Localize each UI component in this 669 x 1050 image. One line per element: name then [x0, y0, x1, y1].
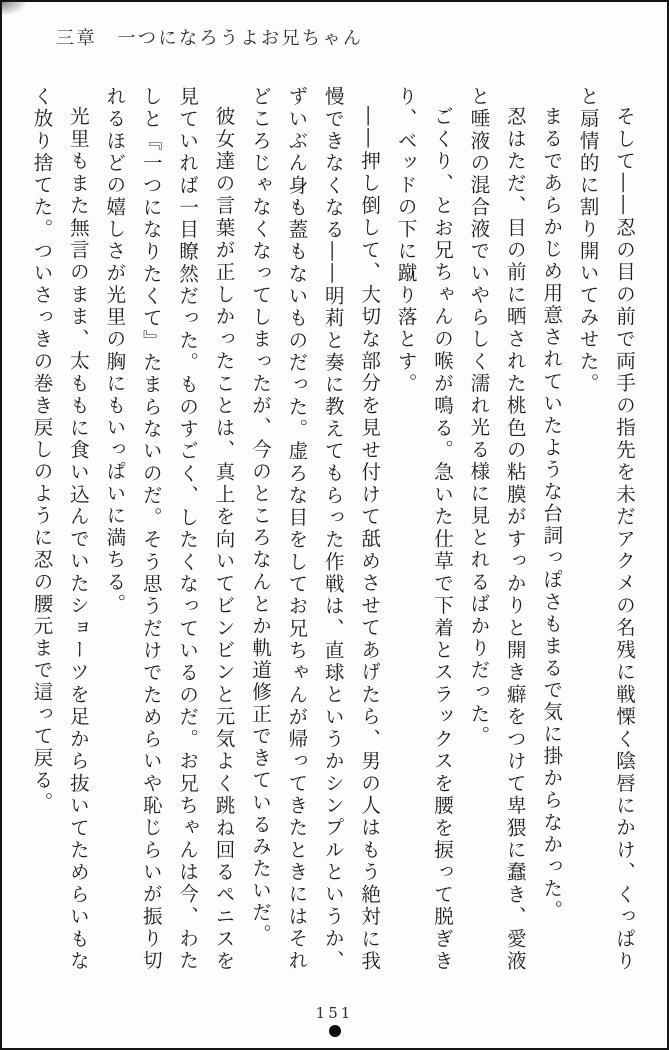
body-text-block [22, 86, 642, 972]
paragraph: 彼女達の言葉が正しかったことは、真上を向いてビンビンと元気よく跳ね回るペニスを見ていれば一目瞭然だった。ものすごく、したくなっているのだ。お兄ちゃんは今、わたしと『一つになりたくて』たまらないのだ。そう思うだけでためらいや恥じらいが振り切れるほどの嬉しさが光里の胸にもいっぱいに満ちる。 [103, 86, 236, 972]
paragraph: ――押し倒して、大切な部分を見せ付けて舐めさせてあげたら、男の人はもう絶対に我慢できなくなる――明莉と奏に教えてもらった作戦は、直球というかシンプルというか、ずいぶん身も蓋もないものだった。虚ろな目をしてお兄ちゃんが帰ってきたときにはそれどころじゃなくなってしまったが、今のところなんとか軌道修正できているみたいだ。 [248, 86, 382, 972]
paragraph: そして――忍の目の前で両手の指先を未だアクメの名残に戦慄く陰唇にかけ、くっぱりと扇情的に割り開いてみせた。 [576, 86, 636, 972]
paragraph: ごくり、とお兄ちゃんの喉が鳴る。急いた仕草で下着とスラックスを腰を捩って脱ぎきり、ベッドの下に蹴り落とす。 [394, 86, 454, 972]
scan-corner-shade [2, 2, 28, 16]
chapter-header: 三章 一つになろうよお兄ちゃん [56, 28, 364, 49]
page-number: 151 [315, 1004, 354, 1022]
paragraph: 忍はただ、目の前に晒された桃色の粘膜がすっかりと開き癖をつけて卑猥に蠢き、愛液と唾液の混合液でいやらしく濡れ光る様に見とれるばかりだった。 [467, 86, 527, 972]
paragraph: 光里もまた無言のまま、太ももに食い込んでいたショーツを足から抜いてためらいもなく放り捨てた。ついさっきの巻き戻しのように忍の腰元まで這って戻る。 [30, 86, 90, 972]
paragraph: まるであらかじめ用意されていたような台詞っぽさもまるで気に掛からなかった。 [540, 105, 564, 922]
section-marker-dot-icon [329, 1025, 341, 1037]
